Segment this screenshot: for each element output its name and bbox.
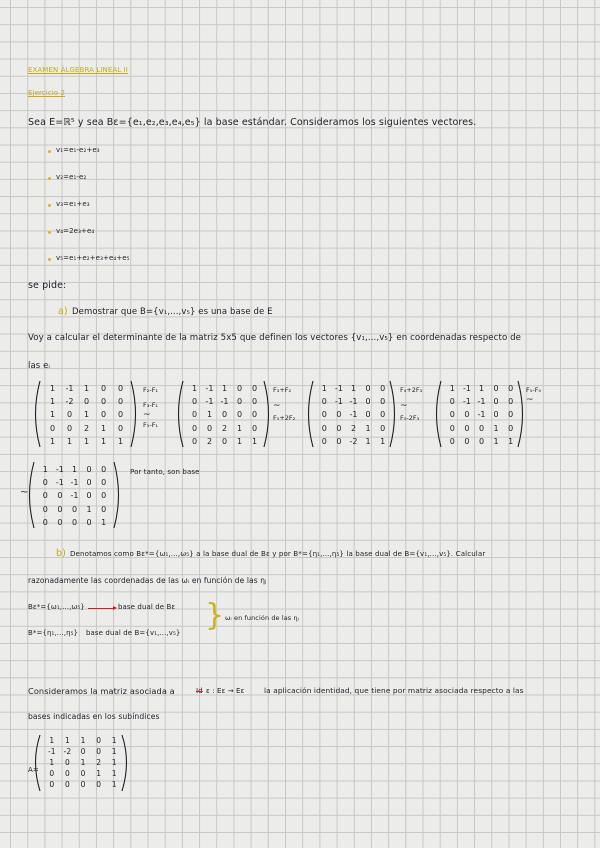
row-ops-3 (400, 386, 422, 422)
vector-item-2: v₂=e₁-e₂ (56, 173, 87, 181)
vector-item-3: v₃=e₁+e₃ (56, 200, 90, 208)
matrix-cell: 0 (478, 436, 485, 446)
matrix-cell: 0 (449, 410, 455, 420)
matrix-cell: 1 (365, 436, 371, 446)
matrix-cell: -1 (65, 384, 74, 393)
matrix-cell: 0 (464, 410, 470, 420)
matrix-cell: 1 (49, 758, 55, 767)
matrix-cell: 1 (83, 384, 90, 393)
matrix-cell: 0 (464, 436, 470, 446)
matrix-cell: 0 (336, 410, 342, 420)
matrix-cell: 0 (251, 410, 258, 420)
row-op: F₅-F₄ (526, 386, 542, 394)
row-op: F₅-F₁ (143, 421, 159, 429)
matrix-cell: 0 (191, 436, 198, 446)
part-b-line2: razonadamente las coordenadas de las ωᵢ en función de las ηⱼ (28, 576, 267, 585)
row-ops-2 (273, 386, 295, 422)
part-a-label: a) (58, 306, 68, 317)
matrix-echelon (38, 463, 111, 529)
matrix-cell: 0 (117, 423, 124, 433)
matrix-cell: 0 (251, 423, 258, 433)
matrix-cell: 1 (101, 517, 107, 527)
matrix-cell: 0 (508, 384, 514, 393)
matrix-cell: 1 (49, 436, 56, 446)
paren-r (518, 381, 523, 447)
matrix-cell: -1 (55, 465, 64, 474)
matrix-cell: -1 (70, 478, 79, 488)
row-op: F₅-2F₃ (400, 414, 420, 422)
map-notation: ε : Eε → Eε (206, 687, 245, 695)
matrix-cell: -2 (349, 436, 358, 446)
matrix-cell: 0 (71, 517, 78, 527)
matrix-cell: 0 (251, 397, 258, 407)
matrix-cell: 0 (80, 747, 86, 756)
tilde: ~ (273, 401, 281, 411)
matrix-cell: 1 (83, 436, 90, 446)
matrix-cell: -1 (334, 384, 343, 393)
matrix-cell: 0 (42, 491, 48, 501)
matrix-cell: 1 (191, 384, 198, 393)
matrix-cell: 0 (57, 517, 63, 527)
def1-right: base dual de Bε (118, 603, 176, 611)
matrix-cell: 0 (101, 504, 107, 514)
matrix-cell: 0 (86, 491, 92, 501)
matrix-cell: 0 (206, 423, 213, 433)
matrix-cell: 1 (111, 780, 117, 789)
paren-l (30, 462, 35, 528)
vector-item-5: v₅=e₁+e₂+e₃+e₄+e₅ (56, 254, 130, 262)
matrix-cell: 1 (111, 747, 117, 756)
row-op: F₃+F₂ (273, 386, 292, 394)
matrix-cell: 0 (508, 410, 514, 420)
paren-r (390, 381, 395, 447)
matrix-cell: 0 (336, 423, 342, 433)
matrix-cell: 1 (111, 736, 117, 745)
matrix-cell: 0 (321, 410, 327, 420)
matrix-cell: 0 (100, 410, 107, 420)
tilde-final: ~ (20, 487, 29, 498)
matrix-cell: 0 (101, 491, 107, 501)
part-b-line1: Denotamos como Bε*={ω₁,...,ω₅} a la base dual de Bε y por B*={η₁,...,η₅} la base dual de B={v₁,...,v₅}. Calcular (70, 549, 486, 558)
matrix-cell: 1 (100, 423, 107, 433)
se-pide-label: se pide: (28, 280, 67, 291)
part-b-label: b) (56, 548, 66, 559)
part-c-line2: bases indicadas en los subíndices (28, 712, 160, 721)
matrix-cell: 0 (321, 436, 327, 446)
matrix-cell: 0 (49, 423, 56, 433)
matrix-cell: 1 (96, 769, 101, 778)
matrix-cell: -1 (205, 397, 214, 407)
matrix-cell: 0 (65, 780, 70, 789)
matrix-cell: 0 (493, 397, 499, 407)
matrix-step-1 (187, 382, 262, 448)
tilde: ~ (526, 395, 534, 405)
matrix-cell: 1 (83, 410, 90, 420)
matrix-cell: -1 (334, 397, 343, 407)
part-c-line1-start: Consideramos la matriz asociada a (28, 686, 175, 696)
row-ops-4 (526, 386, 541, 404)
matrix-cell: 1 (493, 423, 499, 433)
part-a-line2: las eᵢ (28, 361, 51, 371)
brace-note: ωᵢ en función de las ηⱼ (225, 614, 299, 622)
matrix-cell: 0 (221, 410, 228, 420)
row-op: F₅+2F₂ (273, 414, 296, 422)
def1-left: Bε*={ω₁,...,ω₅} (28, 603, 85, 611)
matrix-cell: 1 (508, 436, 514, 446)
matrix-cell: -1 (462, 384, 471, 393)
vector-item-4: v₄=2e₃+e₄ (56, 227, 95, 235)
paren-l (36, 381, 41, 447)
matrix-cell: 0 (83, 397, 90, 407)
matrix-cell: 0 (100, 384, 107, 393)
matrix-cell: 2 (96, 758, 101, 767)
matrix-cell: 0 (236, 397, 243, 407)
matrix-cell: 0 (508, 397, 514, 407)
problem-statement: Sea E=ℝ⁵ y sea Bε={e₁,e₂,e₃,e₄,e₅} la base estándar. Consideramos los siguientes vectores. (28, 117, 477, 128)
matrix-cell: 0 (49, 769, 55, 778)
matrix-cell: 1 (111, 758, 117, 767)
matrix-cell: 0 (65, 758, 70, 767)
paren-r (114, 462, 119, 528)
conclusion-text: Por tanto, son base (130, 468, 200, 476)
matrix-cell: 1 (117, 436, 124, 446)
matrix-cell: 0 (321, 397, 327, 407)
bullet-icon (48, 204, 51, 207)
arrow-icon (88, 608, 114, 609)
paren-r (264, 381, 269, 447)
matrix-cell: -1 (205, 384, 214, 393)
matrix-cell: 0 (191, 397, 198, 407)
matrix-cell: 0 (42, 478, 48, 488)
matrix-cell: 0 (336, 436, 342, 446)
matrix-cell: 1 (71, 465, 78, 474)
matrix-step-3 (445, 382, 518, 448)
matrix-cell: -1 (462, 397, 471, 407)
matrix-cell: -1 (349, 410, 358, 420)
matrix-cell: 0 (96, 780, 101, 789)
matrix-cell: 0 (380, 397, 386, 407)
vector-item-1: v₁=e₁-e₂+e₃ (56, 146, 100, 154)
matrix-cell: 0 (101, 465, 107, 474)
matrix-cell: 0 (100, 397, 107, 407)
matrix-cell: 1 (236, 436, 243, 446)
paren-l (309, 381, 314, 447)
matrix-cell: 0 (42, 504, 48, 514)
matrix-cell: 0 (221, 436, 228, 446)
matrix-cell: 0 (464, 423, 470, 433)
matrix-cell: 1 (80, 758, 86, 767)
matrix-cell: 0 (493, 410, 499, 420)
matrix-cell: 0 (101, 478, 107, 488)
matrix-cell: 0 (236, 384, 243, 393)
map-struck: Id (196, 687, 203, 695)
matrix-cell: 1 (49, 397, 56, 407)
matrix-cell: 0 (508, 423, 514, 433)
exam-title: EXAMEN ÁLGEBRA LINEAL II (28, 66, 128, 74)
matrix-cell: 1 (206, 410, 213, 420)
part-a-text: Demostrar que B={v₁,...,v₅} es una base de E (72, 307, 273, 317)
matrix-cell: 0 (236, 410, 243, 420)
matrix-cell: 0 (365, 410, 371, 420)
matrix-cell: 0 (66, 423, 73, 433)
paren-l (179, 381, 184, 447)
matrix-cell: 0 (65, 769, 70, 778)
bullet-icon (48, 258, 51, 261)
matrix-cell: 1 (365, 423, 371, 433)
matrix-cell: 0 (71, 504, 78, 514)
part-c-line1-end: la aplicación identidad, que tiene por matriz asociada respecto a las (264, 686, 524, 695)
paren-r (131, 381, 136, 447)
matrix-cell: 1 (221, 384, 228, 393)
matrix-cell: 0 (86, 465, 92, 474)
matrix-cell: 2 (350, 423, 357, 433)
paren-l (36, 735, 41, 791)
matrix-cell: 1 (80, 736, 86, 745)
matrix-cell: 0 (449, 423, 455, 433)
matrix-cell: -1 (70, 491, 79, 501)
matrix-cell: 1 (49, 384, 56, 393)
matrix-cell: 0 (321, 423, 327, 433)
matrix-cell: -1 (349, 397, 358, 407)
matrix-cell: 0 (86, 478, 92, 488)
matrix-cell: 0 (49, 780, 55, 789)
matrix-cell: 0 (380, 423, 386, 433)
matrix-cell: 1 (86, 504, 92, 514)
matrix-cell: 1 (251, 436, 258, 446)
matrix-cell: 0 (66, 410, 73, 420)
tilde: ~ (143, 410, 151, 420)
matrix-cell: -1 (220, 397, 229, 407)
matrix-cell: 0 (191, 423, 198, 433)
matrix-cell: 1 (321, 384, 327, 393)
matrix-a (44, 735, 122, 790)
matrix-cell: 0 (478, 423, 485, 433)
matrix-step-2 (317, 382, 390, 448)
matrix-cell: 0 (80, 769, 86, 778)
matrix-cell: 1 (65, 736, 70, 745)
matrix-cell: 0 (117, 397, 124, 407)
matrix-cell: 0 (365, 384, 371, 393)
matrix-cell: 1 (350, 384, 357, 393)
paren-r (122, 735, 127, 791)
matrix-cell: -1 (55, 478, 64, 488)
matrix-cell: 0 (117, 410, 124, 420)
def2-right: base dual de B={v₁,...,v₅} (86, 629, 181, 637)
part-a-line1: Voy a calcular el determinante de la matriz 5x5 que definen los vectores {v₁,...,v₅} en coordenadas respecto de (28, 333, 522, 343)
matrix-cell: 2 (83, 423, 90, 433)
matrix-cell: 0 (449, 436, 455, 446)
matrix-cell: -1 (477, 410, 486, 420)
matrix-cell: 0 (380, 384, 386, 393)
matrix-cell: 0 (251, 384, 258, 393)
matrix-cell: 0 (96, 747, 101, 756)
matrix-a-label: A= (28, 766, 39, 774)
tilde: ~ (400, 401, 408, 411)
row-op: F₄+2F₃ (400, 386, 423, 394)
matrix-cell: 0 (493, 384, 499, 393)
matrix-cell: 1 (236, 423, 243, 433)
matrix-cell: 1 (42, 465, 48, 474)
row-op: F₃-F₁ (143, 401, 159, 409)
matrix-cell: 2 (221, 423, 228, 433)
matrix-cell: 1 (380, 436, 386, 446)
matrix-cell: 2 (206, 436, 213, 446)
matrix-cell: 0 (380, 410, 386, 420)
matrix-cell: 1 (111, 769, 117, 778)
matrix-cell: 0 (42, 517, 48, 527)
matrix-cell: 0 (80, 780, 86, 789)
row-ops-1 (143, 386, 158, 429)
matrix-cell: 1 (478, 384, 485, 393)
def2-left: B*={η₁,...,η₅} (28, 629, 79, 637)
matrix-cell: 0 (365, 397, 371, 407)
matrix-cell: 0 (96, 736, 101, 745)
matrix-cell: 0 (117, 384, 124, 393)
bullet-icon (48, 231, 51, 234)
matrix-cell: -2 (63, 747, 72, 756)
matrix-cell: 0 (449, 397, 455, 407)
matrix-cell: 1 (49, 410, 56, 420)
matrix-cell: 1 (66, 436, 73, 446)
matrix-cell: 0 (86, 517, 92, 527)
matrix-cell: -2 (65, 397, 74, 407)
matrix-cell: 1 (493, 436, 499, 446)
matrix-cell: 1 (49, 736, 55, 745)
bullet-icon (48, 150, 51, 153)
matrix-original (44, 382, 129, 448)
row-op: F₂-F₁ (143, 386, 159, 394)
matrix-cell: 1 (449, 384, 455, 393)
bullet-icon (48, 177, 51, 180)
matrix-cell: 1 (100, 436, 107, 446)
matrix-cell: 0 (191, 410, 198, 420)
exercise-heading: Ejercicio 2 (28, 89, 66, 97)
brace-icon: } (205, 598, 225, 633)
matrix-cell: -1 (477, 397, 486, 407)
matrix-cell: -1 (48, 747, 56, 756)
matrix-cell: 0 (57, 504, 63, 514)
matrix-cell: 0 (57, 491, 63, 501)
paren-l (437, 381, 442, 447)
